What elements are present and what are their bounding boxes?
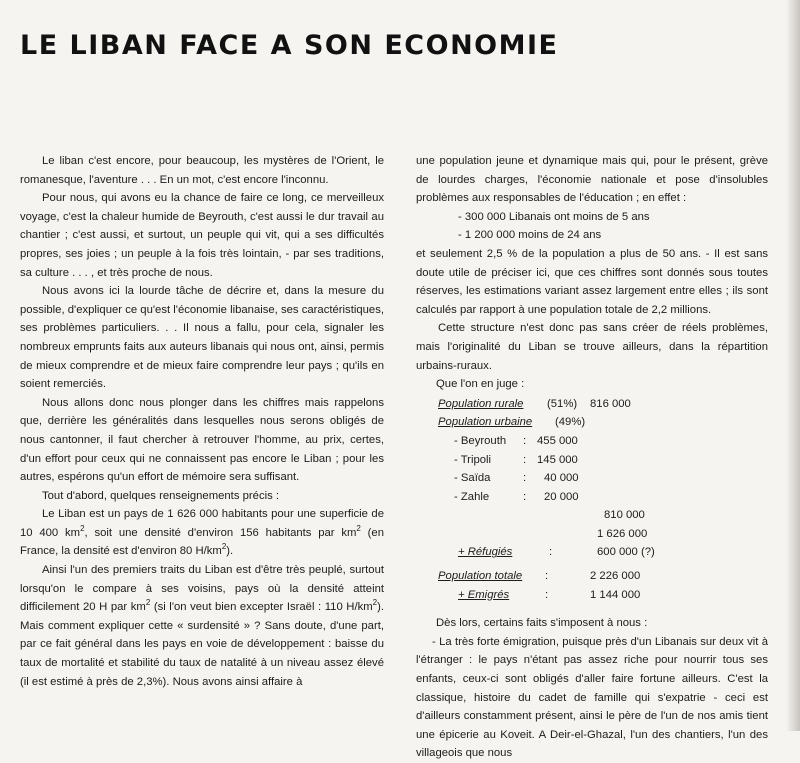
total-label: Population totale xyxy=(438,570,523,583)
rural-label: Population rurale xyxy=(438,397,524,410)
scan-shadow xyxy=(786,0,800,731)
city-colon: : xyxy=(523,472,527,485)
city-value: 20 000 xyxy=(544,490,579,503)
text-run: ). Mais comment expliquer cette « surdensité » ? Sans doute, d'une part, par ce fait général dans les pays en voie de développement : baisse du taux de mortalité et stabilité du taux de natalité à un niveau assez élevé (il est estimé à près de 2,3%). Nous avons ainsi affaire à xyxy=(20,601,385,688)
text-run: (en France, la densité est d'environ 80 H/km xyxy=(20,526,384,558)
paragraph: Pour nous, qui avons eu la chance de faire ce long, ce merveilleux voyage, c'est la chaleur humide de Beyrouth, c'est aussi le dur travail au chantier ; c'est aussi, et surtout, un peuple qui vit, qui a ses difficultés propres, ses joies ; un peuple à la fois très lointain, - par ses traditions, sa culture . . . , et très proche de nous. xyxy=(20,192,384,279)
table-row xyxy=(416,567,768,586)
paragraph: Dès lors, certains faits s'imposent à nous : xyxy=(436,617,648,630)
city-colon: : xyxy=(523,453,527,466)
paragraph: Nous allons donc nous plonger dans les chiffres mais rappelons que, derrière les généralités dans lesquelles nous serons obligés de nous cantonner, il faut chercher à retrouver l'homme, au prix, certes, d'un effort pour ceux qui ne connaissent pas encore le Liban ; pour les autres, espérons qu'un effort de mémoire sera suffisant. xyxy=(20,396,384,484)
superscript: 2 xyxy=(80,524,85,534)
refugees-value: 600 000 (?) xyxy=(597,546,655,559)
city-name: - Beyrouth xyxy=(454,434,507,447)
superscript: 2 xyxy=(221,542,227,552)
paragraph-population xyxy=(20,561,384,691)
paragraph: - La très forte émigration, puisque près d'un Libanais sur deux vit à l'étranger : le pays n'étant pas assez riche pour nourrir tous ses enfants, ceux-ci sont obligés d'aller faire fortune ailleurs. C'est la classique, histoire du cadet de famille qui s'expatrie - ceci est d'ailleurs constamment présent, ainsi le père de l'un de nos amis tient une épicerie au Koveit. A Deir-el-Ghazal, l'un des chantiers, l'un des villageois que nous xyxy=(416,635,768,760)
city-value: 40 000 xyxy=(544,472,579,485)
table-row xyxy=(416,506,768,525)
table-row xyxy=(416,469,768,488)
text-run: (si l'on veut bien excepter Israël : 110 H/km xyxy=(150,601,373,614)
paragraph: Nous avons ici la lourde tâche de décrire et, dans la mesure du possible, d'expliquer ce qu'est l'économie libanaise, ses caractéristiques, ses problèmes particuliers. . . Il nous a fallu, pour cela, signaler les nombreux emprunts faits aux auteurs libanais qui nous ont, ainsi, permis de mieux comprendre et de mieux faire comprendre leur pays ; qu'ils en soient remerciés. xyxy=(20,285,384,391)
city-name: - Saïda xyxy=(454,472,491,485)
table-row xyxy=(416,432,768,451)
paragraph: Que l'on en juge : xyxy=(436,378,525,391)
city-colon: : xyxy=(523,434,527,447)
left-column xyxy=(20,152,384,691)
rural-value: 816 000 xyxy=(590,397,631,410)
table-row xyxy=(416,395,768,414)
table-row xyxy=(416,525,768,544)
total-colon: : xyxy=(545,570,549,583)
total-value: 2 226 000 xyxy=(590,570,641,583)
emigres-colon: : xyxy=(545,588,549,601)
text-run: , soit une densité d'environ 156 habitants par km xyxy=(84,526,357,539)
paragraph: Cette structure n'est donc pas sans créer de réels problèmes, mais l'originalité du Liban se trouve ailleurs, dans la répartition urbains-ruraux. xyxy=(416,322,768,372)
refugees-colon: : xyxy=(549,546,553,559)
urban-label: Population urbaine xyxy=(438,416,533,429)
paragraph: Le liban c'est encore, pour beaucoup, les mystères de l'Orient, le romanesque, l'aventure . . . En un mot, c'est encore l'inconnu. xyxy=(20,155,384,186)
superscript: 2 xyxy=(372,598,378,608)
list-item: - 300 000 Libanais ont moins de 5 ans xyxy=(458,210,650,223)
list-item: - 1 200 000 moins de 24 ans xyxy=(458,229,602,242)
city-name: - Tripoli xyxy=(454,453,492,466)
paragraph-density xyxy=(20,505,384,561)
city-colon: : xyxy=(523,490,527,503)
paragraph: une population jeune et dynamique mais qui, pour le présent, grève de lourdes charges, l'économie nationale et pose d'insolubles problèmes aux responsables de l'éducation ; en effet : xyxy=(416,155,768,205)
city-name: - Zahle xyxy=(454,490,490,503)
rural-pct: (51%) xyxy=(547,397,578,410)
urban-total: 810 000 xyxy=(604,509,645,522)
emigres-label: + Emigrés xyxy=(458,588,510,601)
superscript: 2 xyxy=(356,524,361,534)
superscript: 2 xyxy=(145,598,151,608)
text-run: ). xyxy=(226,545,234,558)
table-row xyxy=(416,451,768,470)
text-run: Le Liban est un pays de 1 626 000 habitants pour une superficie de 10 400 km xyxy=(20,508,384,539)
page-title: LE LIBAN FACE A SON ECONOMIE xyxy=(20,30,559,61)
city-value: 455 000 xyxy=(537,434,578,447)
city-value: 145 000 xyxy=(537,453,578,466)
population-table xyxy=(416,395,768,605)
urban-pct: (49%) xyxy=(555,416,586,429)
right-column xyxy=(416,152,768,763)
table-row xyxy=(416,586,768,605)
paragraph: Tout d'abord, quelques renseignements précis : xyxy=(42,489,280,502)
table-row xyxy=(416,413,768,432)
subtotal: 1 626 000 xyxy=(597,527,648,540)
paragraph: et seulement 2,5 % de la population a plus de 50 ans. - Il est sans doute utile de préciser ici, que ces chiffres sont donnés sous toutes réserves, les estimations variant assez largement entre elles ; ils sont calculés par rapport à une population totale de 2,2 millions. xyxy=(416,247,768,316)
table-row xyxy=(416,488,768,507)
refugees-label: + Réfugiés xyxy=(458,546,513,559)
emigres-value: 1 144 000 xyxy=(590,588,641,601)
table-row xyxy=(416,543,768,562)
text-run: Ainsi l'un des premiers traits du Liban est d'être très peuplé, surtout lorsqu'on le compare à ses voisins, pays où la densité atteint difficilement 20 H par km xyxy=(20,564,384,614)
